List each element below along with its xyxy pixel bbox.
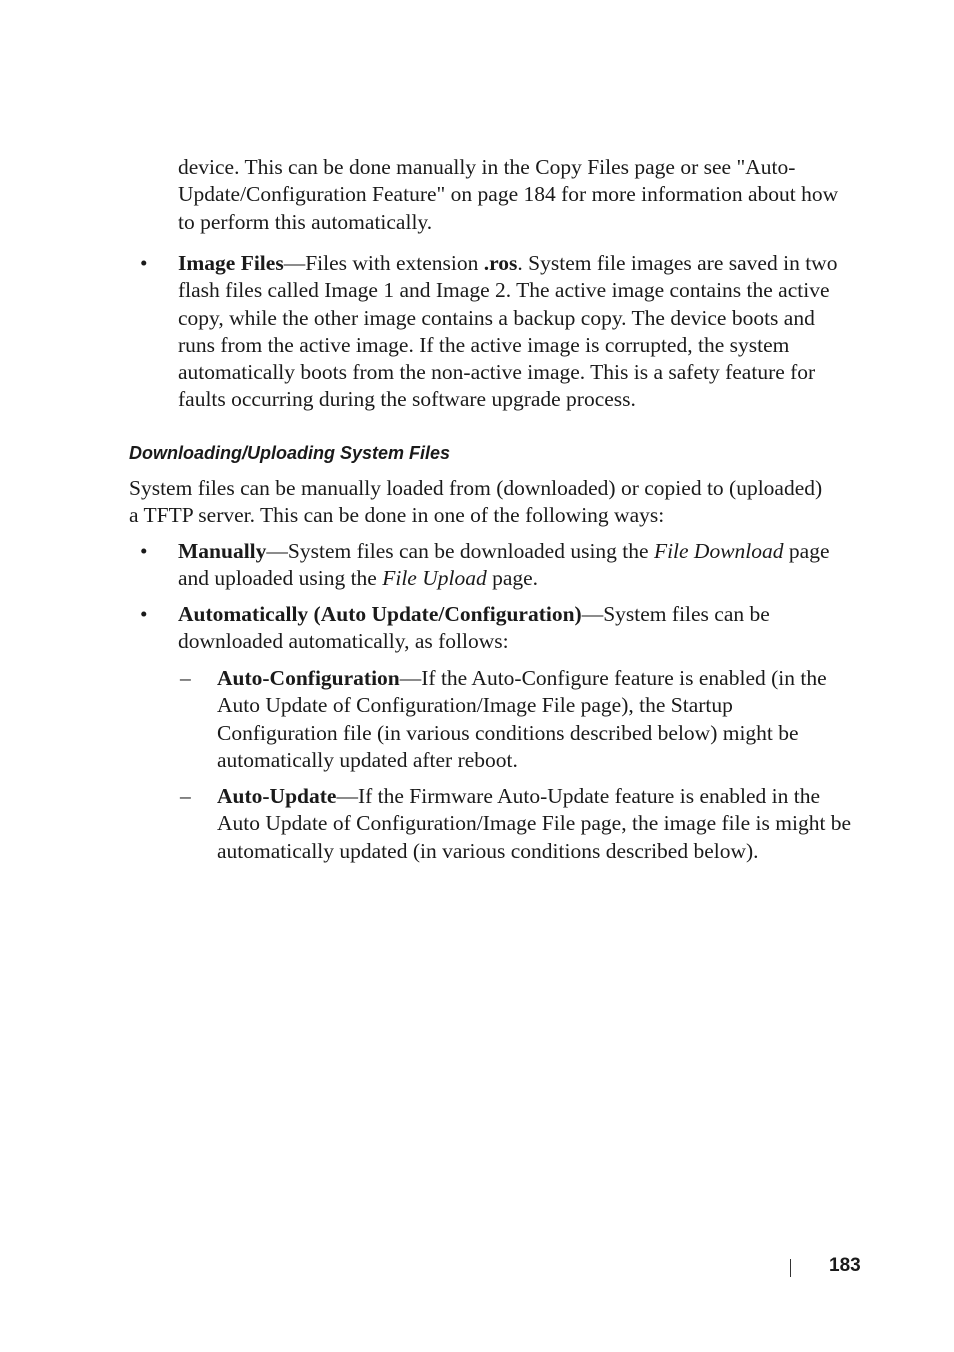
- image-files-term: Image Files: [178, 251, 284, 275]
- section-intro-paragraph: System files can be manually loaded from (downloaded) or copied to (uploaded) a TFTP server. This can be done in one of the following ways:: [129, 476, 823, 528]
- em-dash: —: [399, 666, 422, 690]
- file-download-reference: File Download: [653, 539, 784, 563]
- manually-term: Manually: [178, 539, 267, 563]
- auto-update-term: Auto-Update: [217, 784, 337, 808]
- auto-configuration-item: [217, 665, 857, 774]
- automatically-text: System files can be downloaded automatically, as follows:: [178, 602, 770, 654]
- auto-configuration-text: If the Auto-Configure feature is enabled (in the Auto Update of Configuration/Image File page), the Startup Configuration file (in various conditions described below) might be automatically updated after reboot.: [217, 666, 827, 772]
- auto-update-text: If the Firmware Auto-Update feature is enabled in the Auto Update of Configuration/Image File page, the image file is might be automatically updated (in various conditions described below).: [217, 784, 852, 863]
- file-upload-reference: File Upload: [382, 566, 487, 591]
- dash-auto-configuration: –: [180, 666, 191, 690]
- manually-item: [178, 538, 854, 593]
- em-dash: —: [266, 539, 288, 563]
- image-files-text-1: Files with extension: [305, 251, 484, 275]
- bullet-image-files: •: [140, 251, 148, 275]
- manually-text-1: System files can be downloaded using the: [287, 539, 654, 563]
- automatically-term: Automatically (Auto Update/Configuration): [178, 602, 582, 626]
- image-files-item: [178, 250, 854, 414]
- auto-configuration-term: Auto-Configuration: [217, 666, 400, 690]
- section-heading: Downloading/Uploading System Files: [129, 443, 451, 463]
- bullet-automatically: •: [140, 602, 148, 626]
- footer-divider: [790, 1259, 791, 1277]
- continuation-paragraph: device. This can be done manually in the Copy Files page or see "Auto-Update/Configuration Feature" on page 184 for more information about how to perform this automatically.: [178, 155, 839, 234]
- em-dash: —: [336, 784, 358, 808]
- auto-update-item: [217, 783, 857, 865]
- em-dash: —: [283, 251, 306, 275]
- manually-text-3: page.: [486, 566, 539, 591]
- bullet-manually: •: [140, 539, 148, 563]
- dash-auto-update: –: [180, 784, 191, 808]
- em-dash: —: [581, 602, 604, 626]
- automatically-item: [178, 601, 854, 656]
- ros-extension: .ros: [483, 251, 518, 275]
- image-files-text-2: . System file images are saved in two flash files called Image 1 and Image 2. The active image contains the active copy, while the other image contains a backup copy. The device boots and runs from the active image. If the active image is corrupted, the system automatically boots from the non-active image. This is a safety feature for faults occurring during the software upgrade process.: [178, 251, 838, 412]
- manually-text-2: page and uploaded using the: [178, 539, 830, 591]
- page-number: 183: [829, 1255, 861, 1276]
